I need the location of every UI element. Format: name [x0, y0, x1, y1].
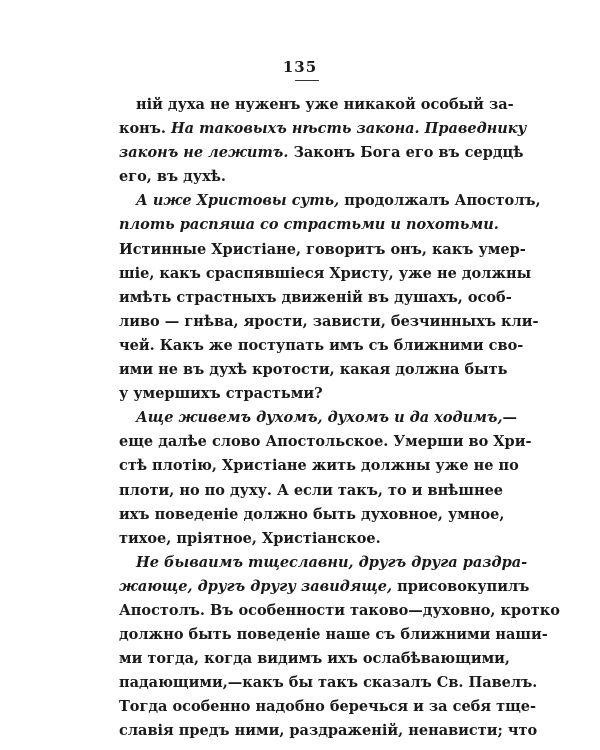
italic-quotation: На таковыхъ нѣсть закона. Праведнику — [170, 120, 527, 138]
text-segment: падающими,—какъ бы такъ сказалъ Св. Павелъ. — [119, 674, 538, 692]
text-line — [119, 647, 510, 671]
paragraph — [119, 93, 527, 189]
text-line — [119, 117, 527, 141]
page-number: 135 — [282, 58, 318, 76]
text-segment: его, въ духѣ. — [119, 168, 226, 186]
text-segment: Законъ Бога его въ сердцѣ — [288, 144, 524, 162]
italic-quotation: Аще живемъ духомъ, духомъ и да ходимъ, — [136, 409, 503, 427]
text-line — [119, 262, 532, 286]
italic-quotation: А иже Христовы суть, — [136, 192, 340, 210]
text-line — [119, 454, 519, 478]
paragraph — [119, 551, 560, 744]
text-segment: ихъ поведеніе должно быть духовное, умное, — [119, 505, 505, 523]
italic-quotation: законъ не лежитъ. — [119, 144, 289, 162]
text-line — [119, 406, 518, 430]
text-segment: стѣ плотію, Христіане жить должны уже не по — [119, 457, 519, 475]
body-text — [119, 93, 560, 744]
text-line — [119, 503, 505, 527]
text-line — [119, 527, 487, 551]
text-segment: тихое, пріятное, Христіанское. — [119, 529, 381, 547]
text-line — [119, 189, 541, 213]
text-line — [119, 358, 508, 382]
text-line — [119, 165, 487, 189]
text-segment: еще далѣе слово Апостольское. Умерши во Хри- — [119, 433, 532, 451]
text-line — [119, 575, 530, 599]
italic-quotation: Не бываимъ тщеславни, другъ друга раздра- — [136, 553, 528, 571]
paragraph — [119, 189, 541, 406]
text-line — [119, 93, 514, 117]
text-segment: продолжалъ Апостолъ, — [339, 192, 541, 210]
text-segment: — — [502, 409, 518, 427]
text-line — [119, 334, 524, 358]
text-segment: Апостолъ. Въ особенности таково—духовно, кротко — [119, 601, 560, 619]
text-segment: ми тогда, когда видимъ ихъ ослабѣвающими, — [119, 650, 510, 668]
text-line — [119, 382, 487, 406]
text-line — [119, 213, 499, 237]
text-line — [119, 695, 537, 719]
text-segment: славія предъ ними, раздраженій, ненависти; что — [119, 722, 538, 740]
text-line — [119, 551, 528, 575]
text-segment: ливо — гнѣва, ярости, зависти, безчинныхъ кли- — [119, 312, 539, 330]
text-line — [119, 479, 504, 503]
text-segment: имѣть страстныхъ движеній въ душахъ, особ- — [119, 288, 512, 306]
text-segment: должно быть поведеніе наше съ ближними наши- — [119, 626, 548, 644]
page-number-rule — [295, 80, 319, 81]
text-segment: ими не въ духѣ кротости, какая должна быть — [119, 361, 508, 379]
text-segment: ній духа не нуженъ уже никакой особый за- — [136, 96, 514, 113]
text-line — [119, 141, 524, 165]
text-segment: чей. Какъ же поступать имъ съ ближними сво- — [119, 336, 524, 354]
text-line — [119, 623, 548, 647]
text-segment: плоти, но по духу. А если такъ, то и внѣшнее — [119, 481, 504, 499]
paragraph — [119, 406, 532, 551]
text-line — [119, 719, 538, 743]
text-line — [119, 430, 532, 454]
text-line — [119, 310, 539, 334]
text-line — [119, 238, 526, 262]
text-segment: у умершихъ страстьми? — [119, 385, 323, 403]
text-segment: Истинные Христіане, говоритъ онъ, какъ умер- — [119, 240, 526, 258]
italic-quotation: жающе, другъ другу завидяще, — [119, 577, 393, 595]
text-line — [119, 286, 512, 310]
italic-quotation: плоть распяша со страстьми и похотьми. — [119, 216, 499, 234]
text-line — [119, 671, 538, 695]
text-line — [119, 599, 560, 623]
text-segment: шіе, какъ сраспявшіеся Христу, уже не должны — [119, 264, 532, 282]
text-segment: конъ. — [119, 120, 171, 138]
text-segment: Тогда особенно надобно беречься и за себя тще- — [119, 698, 537, 716]
text-segment: присовокупилъ — [392, 577, 530, 595]
